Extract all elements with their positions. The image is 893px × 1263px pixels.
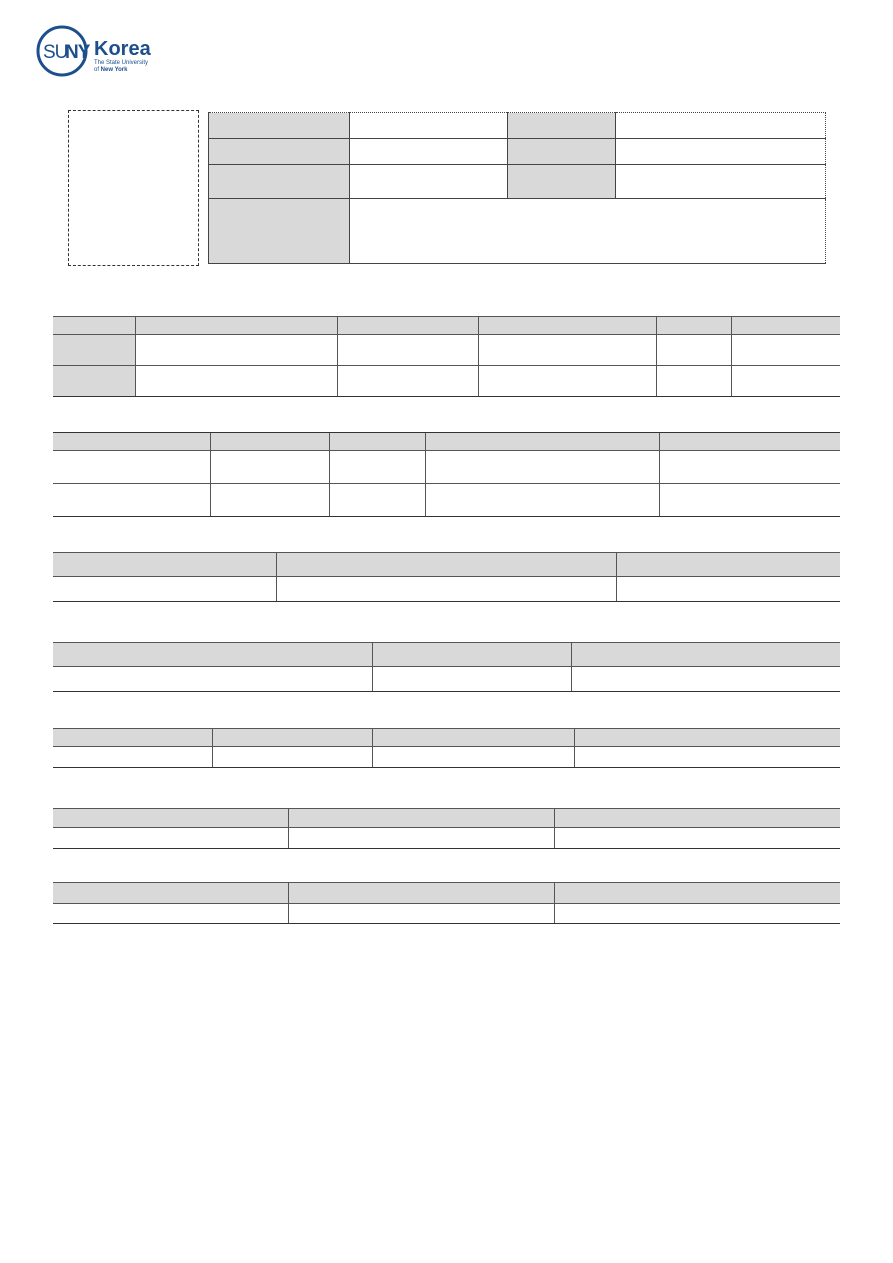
- table-row: [209, 165, 826, 199]
- svg-text:Korea: Korea: [94, 38, 151, 60]
- section-table-4: [53, 552, 840, 602]
- photo-placeholder[interactable]: [68, 110, 199, 266]
- table-row: [53, 484, 840, 517]
- table-row: [209, 199, 826, 264]
- suny-korea-logo: [36, 25, 176, 77]
- svg-text:NY: NY: [65, 42, 90, 63]
- table-header-row: [53, 317, 840, 335]
- table-row: [209, 113, 826, 139]
- table-header-row: [53, 729, 840, 747]
- table-header-row: [53, 643, 840, 667]
- svg-text:of New York: of New York: [94, 67, 128, 73]
- table-header-row: [53, 883, 840, 904]
- table-row: [53, 667, 840, 692]
- table-row: [53, 828, 840, 849]
- section-table-8: [53, 882, 840, 924]
- table-header-row: [53, 809, 840, 828]
- section-table-6: [53, 728, 840, 768]
- education-table: [53, 316, 840, 397]
- table-header-row: [53, 553, 840, 577]
- table-row: [53, 366, 840, 397]
- svg-text:SU: SU: [43, 42, 68, 63]
- section-table-5: [53, 642, 840, 692]
- table-row: [209, 139, 826, 165]
- svg-text:The State University: The State University: [94, 60, 149, 66]
- table-row: [53, 451, 840, 484]
- table-row: [53, 335, 840, 366]
- experience-table: [53, 432, 840, 517]
- table-row: [53, 904, 840, 924]
- table-row: [53, 747, 840, 768]
- table-header-row: [53, 433, 840, 451]
- personal-info-table: [208, 112, 826, 264]
- section-table-7: [53, 808, 840, 849]
- table-row: [53, 577, 840, 602]
